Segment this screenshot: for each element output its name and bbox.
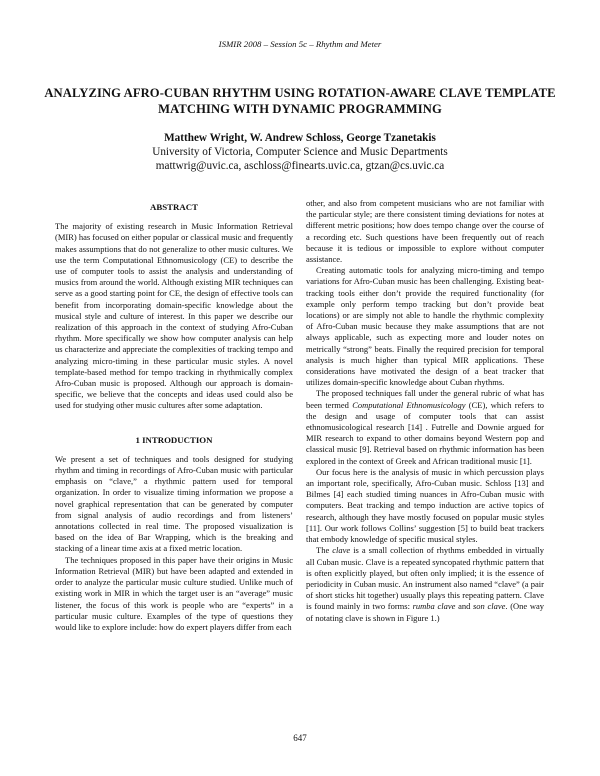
paper-title: ANALYZING AFRO-CUBAN RHYTHM USING ROTATION-AWARE CLAVE TEMPLATE MATCHING WITH DYNAMIC PROGRAMMING — [44, 86, 556, 116]
abstract-text: The majority of existing research in Music Information Retrieval (MIR) has focused on either popular or classical music and frequently makes assumptions that do not generalize to other music cultures. We use the term Computational Ethnomusicology (CE) to describe the use of computer tools to assist the analysis and understanding of musics from around the world. Although existing MIR techniques can serve as a good starting point for CE, the design of effective tools can benefit from incorporating domain-specific knowledge about the musical style and culture of interest. In this paper we describe our realization of this approach in the context of studying Afro-Cuban rhythm. More specifically we show how computer analysis can help us characterize and appreciate the complexities of tracking tempo and analyzing micro-timing in these particular music styles. A novel template-based method for tempo tracking in rhythmically complex Afro-Cuban music is proposed. Although our approach is domain-specific, we believe that the concepts and ideas used could also be used for studying other music cultures after some adaptation. — [55, 221, 293, 411]
p6-emphasis-rumba: rumba clave — [412, 601, 456, 612]
p6-text-b: is a small collection of rhythms embedded in virtually all Cuban music. Clave is a repeated syncopated rhythmic pattern that is often explicitly played, but often only implied; it is the essence of periodicity in Cuban music. An instrument also named “clave” (a pair of short sticks hit together) usually plays this repeating pattern. Clave is found mainly in two forms: — [306, 545, 544, 612]
p6-text-c: and — [455, 601, 473, 612]
intro-paragraph-1: We present a set of techniques and tools designed for studying rhythm and timing in recordings of Afro-Cuban music with particular emphasis on “clave,” a rhythmic pattern used for temporal organization. In order to visualize timing information we propose a novel graphical representation that can be generated by computer from signal analysis of audio recordings and from listeners’ annotations collected in real time. The proposed visualization is based on the idea of Bar Wrapping, which is the breaking and stacking of a linear time axis at a fixed metric location. — [55, 453, 293, 554]
abstract-heading: ABSTRACT — [150, 202, 198, 212]
intro-paragraph-5: Our focus here is the analysis of music in which percussion plays an important role, specifically, Afro-Cuban music. Schloss [13] and Bilmes [4] each studied timing nuances in Afro-Cuban music with computers. Beat tracking and tempo induction are active topics of research, although they have mostly focused on popular music styles [11]. Our work follows Collins’ suggestion [5] to build beat trackers that embody knowledge of specific musical styles. — [306, 466, 544, 545]
intro-paragraph-3: Creating automatic tools for analyzing micro-timing and tempo variations for Afro-Cuban music has been challenging. Existing beat-tracking tools either don’t provide the required functionality (for example only perform tempo tracking but don’t provide beat locations) or are simply not able to handle the rhythmic complexity of Afro-Cuban music because they make assumptions that are not always applicable, such as expecting more and louder notes on metrically “strong” beats. Finally the required precision for temporal analysis is much higher than typical MIR applications. These considerations have motivated the design of a beat tracker that utilizes domain-specific knowledge about Cuban rhythms. — [306, 265, 544, 388]
intro-paragraph-2: The techniques proposed in this paper have their origins in Music Information Retrieval (MIR) but have been adapted and extended in order to analyze the particular music culture studied. Unlike much of existing work in MIR in which the target user is an “average” music listener, the focus of this work is people who are “experts” in a particular music culture. Examples of the type of questions they would like to explore include: how do expert players differ from each — [55, 554, 293, 632]
left-column — [55, 202, 293, 633]
author-affiliation: University of Victoria, Computer Science and Music Departments — [152, 146, 448, 159]
p6-emphasis-son: son clave — [473, 601, 506, 612]
author-emails: mattwrig@uvic.ca, aschloss@finearts.uvic.ca, gtzan@cs.uvic.ca — [155, 160, 445, 173]
running-header: ISMIR 2008 – Session 5c – Rhythm and Meter — [218, 39, 382, 49]
intro-paragraph-4 — [306, 388, 544, 466]
page-number: 647 — [293, 733, 307, 743]
p4-text-a: The proposed techniques fall under the general rubric of what has been termed — [306, 388, 544, 410]
p6-text-a: The — [316, 545, 333, 556]
p6-text-d: . (One way of notating clave is shown in Figure 1.) — [306, 601, 544, 623]
p6-emphasis-clave: clave — [332, 545, 351, 556]
intro-paragraph-6 — [306, 545, 544, 623]
introduction-heading: 1 INTRODUCTION — [135, 434, 213, 445]
author-names: Matthew Wright, W. Andrew Schloss, George Tzanetakis — [164, 132, 436, 144]
author-block — [40, 131, 560, 174]
p4-text-b: (CE), which refers to the design and usage of computer tools that can assist ethnomusicological research [14] . Futrelle and Downie argued for MIR research to expand to other domains beyond Western pop and classical music [9]. Retrieval based on rhythmic information has been explored in the context of Greek and African traditional music [1]. — [306, 399, 544, 466]
p4-emphasis: Computational Ethnomusicology — [352, 399, 466, 410]
intro-paragraph-2-continued: other, and also from competent musicians who are not familiar with the particular style; are there consistent timing deviations for notes at different metric positions; how does tempo change over the course of a recording etc. Such questions have been frequently out of reach because it is tedious or impossible to explore without computer assistance. — [306, 198, 544, 265]
right-column — [306, 198, 544, 624]
